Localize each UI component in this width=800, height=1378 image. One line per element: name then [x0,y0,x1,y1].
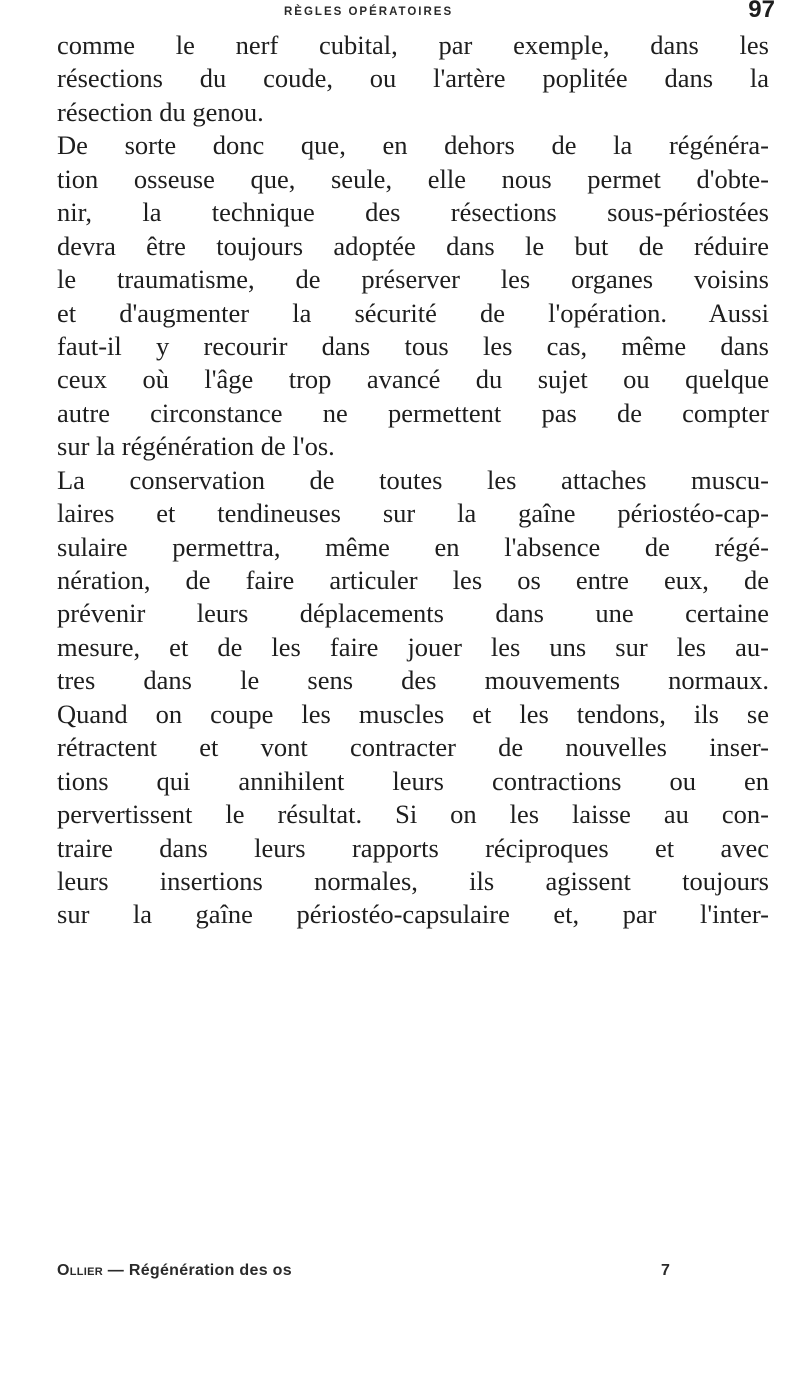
text-line: sur la gaîne périostéo-capsulaire et, par l'inter- [57,899,769,930]
footer-work-title: Régénération des os [128,1262,292,1279]
text-line: le traumatisme, de préserver les organes voisins [57,264,769,295]
text-line: résections du coude, ou l'artère poplitée dans la [57,63,769,94]
footer-separator: — [107,1262,125,1279]
text-line: prévenir leurs déplacements dans une certaine [57,598,769,629]
body-text [57,29,769,932]
text-line: autre circonstance ne permettent pas de compter [57,397,769,428]
text-line: nir, la technique des résections sous-périostées [57,197,769,228]
text-line: pervertissent le résultat. Si on les laisse au con- [57,799,769,830]
text-line: tres dans le sens des mouvements normaux. [57,665,769,696]
text-line: mesure, et de les faire jouer les uns sur les au- [57,631,769,662]
signature-mark: 7 [661,1262,670,1279]
text-line: devra être toujours adoptée dans le but de réduire [57,230,769,261]
text-line: nération, de faire articuler les os entre eux, de [57,565,769,595]
text-line: comme le nerf cubital, par exemple, dans les [57,30,769,60]
text-line: tions qui annihilent leurs contractions ou en [57,765,769,796]
text-line: sulaire permettra, même en l'absence de régé- [57,531,769,562]
text-line: De sorte donc que, en dehors de la régénéra- [57,130,769,161]
text-line: sur la régénération de l'os. [57,431,335,462]
text-line: leurs insertions normales, ils agissent toujours [57,865,769,896]
text-line: Quand on coupe les muscles et les tendons, ils se [57,698,769,729]
text-line: résection du genou. [57,96,264,127]
text-line: et d'augmenter la sécurité de l'opération. Aussi [57,297,769,328]
text-line: rétractent et vont contracter de nouvelles inser- [57,732,769,763]
footer-citation [57,1262,292,1280]
page-number: 97 [748,0,775,23]
text-line: faut-il y recourir dans tous les cas, même dans [57,330,769,361]
text-line: laires et tendineuses sur la gaîne périostéo-cap- [57,498,769,529]
running-title: RÈGLES OPÉRATOIRES [284,6,454,18]
text-line: tion osseuse que, seule, elle nous permet d'obte- [57,163,769,194]
text-line: traire dans leurs rapports réciproques et avec [57,832,769,863]
text-line: La conservation de toutes les attaches muscu- [57,464,769,495]
text-line: ceux où l'âge trop avancé du sujet ou quelque [57,364,769,395]
footer-author: Ollier [57,1262,104,1279]
